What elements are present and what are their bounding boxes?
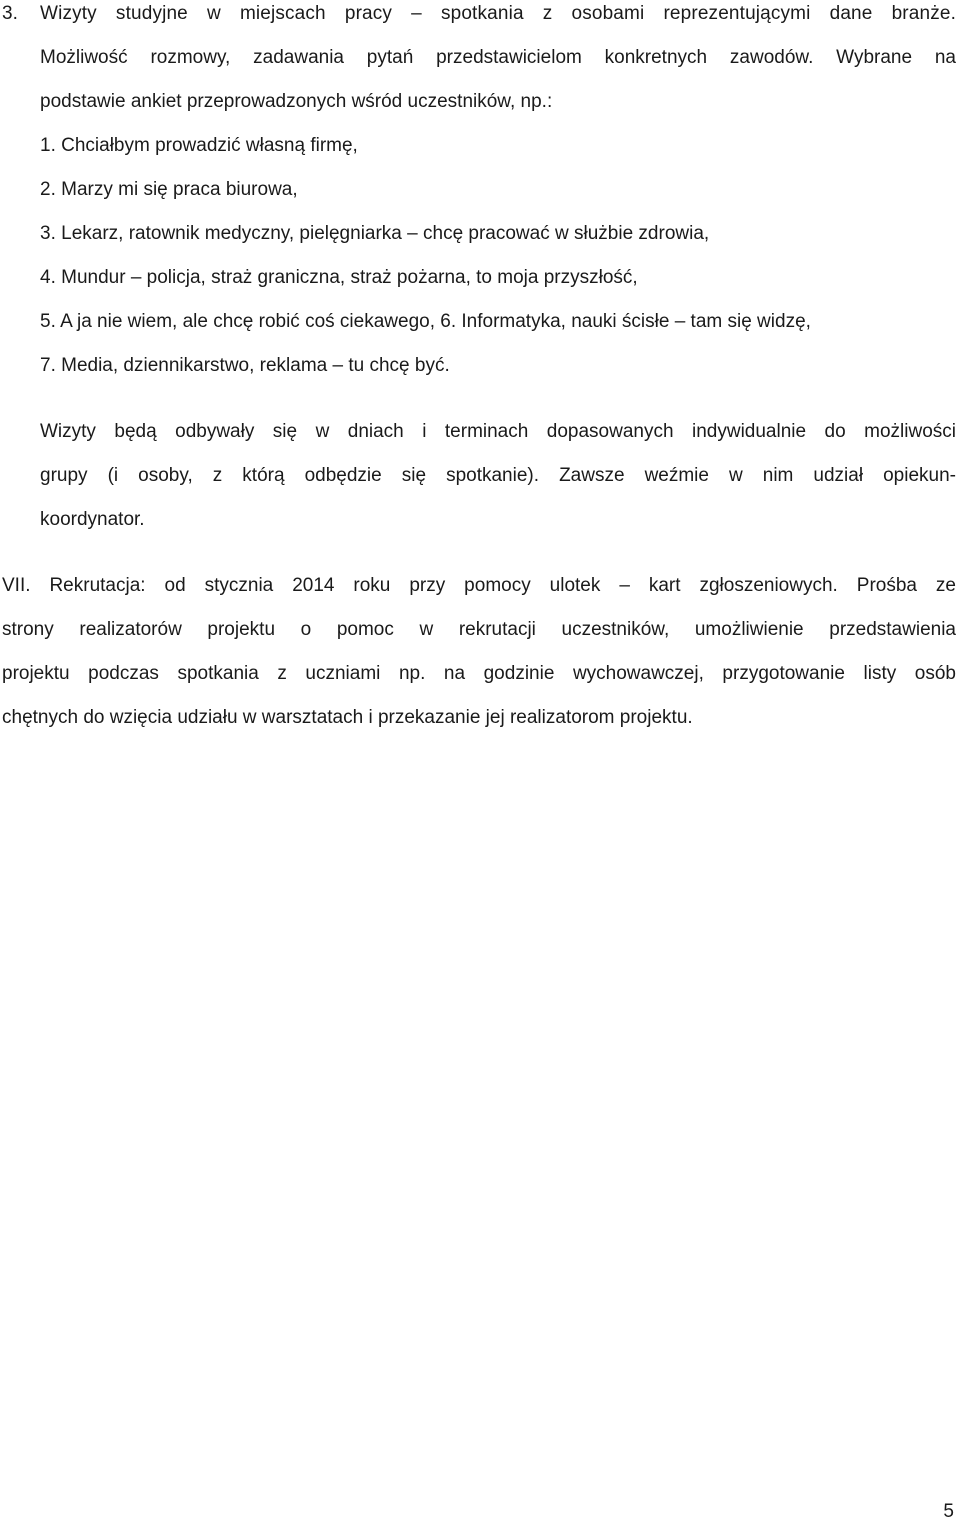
visits-line3: koordynator. <box>40 509 145 530</box>
list-item: 1. Chciałbym prowadzić własną firmę, <box>40 135 358 156</box>
section7-line4: chętnych do wzięcia udziału w warsztatach i przekazanie jej realizatorom projektu. <box>2 707 693 728</box>
section3-line1: Wizyty studyjne w miejscach pracy – spotkania z osobami reprezentującymi dane branże. <box>40 3 956 24</box>
visits-line1: Wizyty będą odbywały się w dniach i terminach dopasowanych indywidualnie do możliwości <box>40 421 956 442</box>
list-item: 5. A ja nie wiem, ale chcę robić coś ciekawego, 6. Informatyka, nauki ścisłe – tam się widzę, <box>40 311 811 332</box>
section7-line1: VII. Rekrutacja: od stycznia 2014 roku przy pomocy ulotek – kart zgłoszeniowych. Prośba ze <box>2 575 956 596</box>
visits-line2: grupy (i osoby, z którą odbędzie się spotkanie). Zawsze weźmie w nim udział opiekun- <box>40 465 956 486</box>
section7-line3: projektu podczas spotkania z uczniami np. na godzinie wychowawczej, przygotowanie listy osób <box>2 663 956 684</box>
section3-number: 3. <box>2 3 18 24</box>
page-number: 5 <box>943 1501 954 1522</box>
section3-line3: podstawie ankiet przeprowadzonych wśród uczestników, np.: <box>40 91 553 112</box>
section3-line2: Możliwość rozmowy, zadawania pytań przedstawicielom konkretnych zawodów. Wybrane na <box>40 47 956 68</box>
list-item: 4. Mundur – policja, straż graniczna, straż pożarna, to moja przyszłość, <box>40 267 638 288</box>
section7-line2: strony realizatorów projektu o pomoc w rekrutacji uczestników, umożliwienie przedstawienia <box>2 619 956 640</box>
list-item: 7. Media, dziennikarstwo, reklama – tu chcę być. <box>40 355 450 376</box>
list-item: 2. Marzy mi się praca biurowa, <box>40 179 298 200</box>
list-item: 3. Lekarz, ratownik medyczny, pielęgniarka – chcę pracować w służbie zdrowia, <box>40 223 710 244</box>
